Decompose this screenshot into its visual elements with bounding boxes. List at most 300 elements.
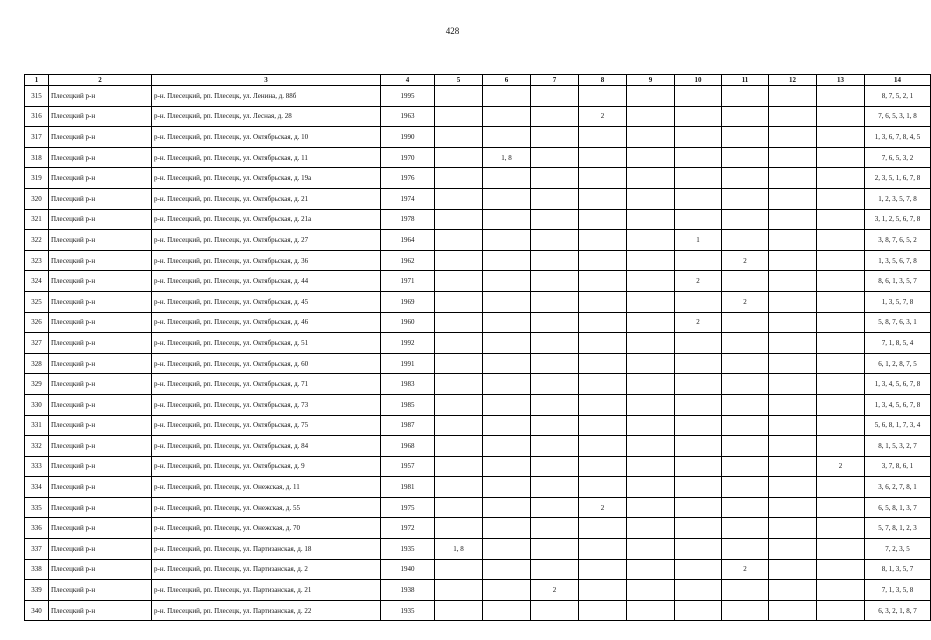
col9-cell: [627, 580, 675, 601]
col12-cell: [769, 436, 817, 457]
col7-cell: [531, 497, 579, 518]
col12-cell: [769, 250, 817, 271]
year-cell: 1940: [381, 559, 435, 580]
col13-cell: [817, 147, 865, 168]
district-cell: Плесецкий р-н: [49, 106, 152, 127]
district-cell: Плесецкий р-н: [49, 353, 152, 374]
district-cell: Плесецкий р-н: [49, 456, 152, 477]
address-cell: р-н. Плесецкий, рп. Плесецк, ул. Октябрьская, д. 19а: [152, 168, 381, 189]
col11-cell: 2: [722, 250, 769, 271]
row-number-cell: 335: [25, 497, 49, 518]
district-cell: Плесецкий р-н: [49, 539, 152, 560]
col8-cell: [579, 456, 627, 477]
col12-cell: [769, 271, 817, 292]
year-cell: 1935: [381, 600, 435, 621]
col5-cell: [435, 394, 483, 415]
address-cell: р-н. Плесецкий, рп. Плесецк, ул. Октябрьская, д. 10: [152, 127, 381, 148]
col11-cell: [722, 497, 769, 518]
col13-cell: [817, 497, 865, 518]
table-row: [25, 374, 931, 395]
col7-cell: [531, 312, 579, 333]
year-cell: 1963: [381, 106, 435, 127]
col8-cell: [579, 353, 627, 374]
col6-cell: [483, 312, 531, 333]
year-cell: 1964: [381, 230, 435, 251]
col9-cell: [627, 559, 675, 580]
col10-cell: 2: [675, 312, 722, 333]
col11-cell: [722, 86, 769, 107]
col8-cell: [579, 374, 627, 395]
col6-cell: [483, 86, 531, 107]
col10-cell: [675, 374, 722, 395]
year-cell: 1976: [381, 168, 435, 189]
district-cell: Плесецкий р-н: [49, 312, 152, 333]
col6-cell: [483, 250, 531, 271]
col6-cell: [483, 600, 531, 621]
column-header: 6: [483, 75, 531, 86]
row-number-cell: 322: [25, 230, 49, 251]
table-row: [25, 415, 931, 436]
col6-cell: [483, 497, 531, 518]
col8-cell: [579, 394, 627, 415]
col5-cell: [435, 291, 483, 312]
col10-cell: [675, 168, 722, 189]
col14-cell: 1, 3, 6, 7, 8, 4, 5: [865, 127, 931, 148]
table-row: [25, 539, 931, 560]
col14-cell: 1, 3, 5, 6, 7, 8: [865, 250, 931, 271]
address-cell: р-н. Плесецкий, рп. Плесецк, ул. Октябрьская, д. 11: [152, 147, 381, 168]
district-cell: Плесецкий р-н: [49, 374, 152, 395]
col8-cell: [579, 291, 627, 312]
row-number-cell: 340: [25, 600, 49, 621]
col13-cell: [817, 312, 865, 333]
district-cell: Плесецкий р-н: [49, 559, 152, 580]
district-cell: Плесецкий р-н: [49, 147, 152, 168]
table-row: [25, 127, 931, 148]
col13-cell: [817, 230, 865, 251]
year-cell: 1960: [381, 312, 435, 333]
col11-cell: 2: [722, 291, 769, 312]
col11-cell: 2: [722, 559, 769, 580]
table-row: [25, 333, 931, 354]
col10-cell: [675, 250, 722, 271]
col12-cell: [769, 86, 817, 107]
table-row: [25, 188, 931, 209]
year-cell: 1968: [381, 436, 435, 457]
address-cell: р-н. Плесецкий, рп. Плесецк, ул. Онежская, д. 11: [152, 477, 381, 498]
district-cell: Плесецкий р-н: [49, 127, 152, 148]
col9-cell: [627, 86, 675, 107]
col5-cell: 1, 8: [435, 539, 483, 560]
col11-cell: [722, 188, 769, 209]
col13-cell: [817, 333, 865, 354]
col10-cell: [675, 353, 722, 374]
col7-cell: [531, 600, 579, 621]
col14-cell: 1, 3, 4, 5, 6, 7, 8: [865, 374, 931, 395]
column-header: 7: [531, 75, 579, 86]
row-number-cell: 316: [25, 106, 49, 127]
column-header: 5: [435, 75, 483, 86]
col12-cell: [769, 291, 817, 312]
page-number: 428: [445, 26, 460, 36]
col9-cell: [627, 456, 675, 477]
col10-cell: [675, 333, 722, 354]
col9-cell: [627, 600, 675, 621]
col12-cell: [769, 456, 817, 477]
col11-cell: [722, 539, 769, 560]
col9-cell: [627, 518, 675, 539]
row-number-cell: 318: [25, 147, 49, 168]
col14-cell: 5, 8, 7, 6, 3, 1: [865, 312, 931, 333]
col8-cell: [579, 209, 627, 230]
col7-cell: [531, 230, 579, 251]
year-cell: 1962: [381, 250, 435, 271]
col11-cell: [722, 518, 769, 539]
table-row: [25, 106, 931, 127]
col9-cell: [627, 291, 675, 312]
district-cell: Плесецкий р-н: [49, 168, 152, 189]
col6-cell: [483, 477, 531, 498]
row-number-cell: 320: [25, 188, 49, 209]
col8-cell: [579, 127, 627, 148]
col12-cell: [769, 312, 817, 333]
district-cell: Плесецкий р-н: [49, 477, 152, 498]
col12-cell: [769, 147, 817, 168]
col5-cell: [435, 127, 483, 148]
col8-cell: [579, 518, 627, 539]
col8-cell: [579, 188, 627, 209]
col12-cell: [769, 188, 817, 209]
col14-cell: 8, 7, 5, 2, 1: [865, 86, 931, 107]
col10-cell: [675, 291, 722, 312]
col6-cell: 1, 8: [483, 147, 531, 168]
col10-cell: [675, 600, 722, 621]
col10-cell: [675, 436, 722, 457]
address-cell: р-н. Плесецкий, рп. Плесецк, ул. Октябрьская, д. 44: [152, 271, 381, 292]
year-cell: 1992: [381, 333, 435, 354]
table-row: [25, 209, 931, 230]
col12-cell: [769, 230, 817, 251]
col14-cell: 1, 3, 4, 5, 6, 7, 8: [865, 394, 931, 415]
address-cell: р-н. Плесецкий, рп. Плесецк, ул. Онежская, д. 55: [152, 497, 381, 518]
col7-cell: [531, 518, 579, 539]
address-cell: р-н. Плесецкий, рп. Плесецк, ул. Октябрьская, д. 51: [152, 333, 381, 354]
col6-cell: [483, 415, 531, 436]
col11-cell: [722, 230, 769, 251]
year-cell: 1987: [381, 415, 435, 436]
col5-cell: [435, 333, 483, 354]
col9-cell: [627, 394, 675, 415]
col7-cell: [531, 394, 579, 415]
col6-cell: [483, 333, 531, 354]
col9-cell: [627, 374, 675, 395]
col5-cell: [435, 518, 483, 539]
col10-cell: [675, 106, 722, 127]
col7-cell: [531, 559, 579, 580]
col10-cell: 1: [675, 230, 722, 251]
row-number-cell: 315: [25, 86, 49, 107]
col8-cell: 2: [579, 497, 627, 518]
col11-cell: [722, 147, 769, 168]
col8-cell: [579, 168, 627, 189]
col11-cell: [722, 312, 769, 333]
col9-cell: [627, 250, 675, 271]
col11-cell: [722, 394, 769, 415]
column-header: 12: [769, 75, 817, 86]
row-number-cell: 323: [25, 250, 49, 271]
col7-cell: [531, 188, 579, 209]
col12-cell: [769, 415, 817, 436]
table-row: [25, 477, 931, 498]
col8-cell: [579, 271, 627, 292]
col13-cell: [817, 106, 865, 127]
col13-cell: [817, 559, 865, 580]
col6-cell: [483, 394, 531, 415]
col12-cell: [769, 580, 817, 601]
col5-cell: [435, 271, 483, 292]
row-number-cell: 330: [25, 394, 49, 415]
col8-cell: [579, 147, 627, 168]
col5-cell: [435, 600, 483, 621]
district-cell: Плесецкий р-н: [49, 600, 152, 621]
col12-cell: [769, 209, 817, 230]
table-row: [25, 230, 931, 251]
col8-cell: [579, 580, 627, 601]
year-cell: 1975: [381, 497, 435, 518]
column-header: 3: [152, 75, 381, 86]
col5-cell: [435, 497, 483, 518]
table-row: [25, 86, 931, 107]
year-cell: 1938: [381, 580, 435, 601]
col11-cell: [722, 600, 769, 621]
col5-cell: [435, 86, 483, 107]
row-number-cell: 321: [25, 209, 49, 230]
col6-cell: [483, 539, 531, 560]
col7-cell: [531, 539, 579, 560]
col12-cell: [769, 477, 817, 498]
col5-cell: [435, 168, 483, 189]
col5-cell: [435, 250, 483, 271]
col8-cell: [579, 86, 627, 107]
address-cell: р-н. Плесецкий, рп. Плесецк, ул. Партизанская, д. 21: [152, 580, 381, 601]
col12-cell: [769, 127, 817, 148]
col14-cell: 5, 7, 8, 1, 2, 3: [865, 518, 931, 539]
col14-cell: 1, 2, 3, 5, 7, 8: [865, 188, 931, 209]
col6-cell: [483, 271, 531, 292]
col6-cell: [483, 127, 531, 148]
col8-cell: [579, 436, 627, 457]
year-cell: 1970: [381, 147, 435, 168]
col9-cell: [627, 230, 675, 251]
col7-cell: [531, 86, 579, 107]
col9-cell: [627, 209, 675, 230]
address-cell: р-н. Плесецкий, рп. Плесецк, ул. Октябрьская, д. 75: [152, 415, 381, 436]
col13-cell: 2: [817, 456, 865, 477]
col9-cell: [627, 312, 675, 333]
col11-cell: [722, 477, 769, 498]
column-header: 2: [49, 75, 152, 86]
col13-cell: [817, 580, 865, 601]
col11-cell: [722, 374, 769, 395]
col13-cell: [817, 600, 865, 621]
col10-cell: [675, 456, 722, 477]
col12-cell: [769, 168, 817, 189]
year-cell: 1995: [381, 86, 435, 107]
col11-cell: [722, 168, 769, 189]
col9-cell: [627, 497, 675, 518]
table-row: [25, 518, 931, 539]
col5-cell: [435, 230, 483, 251]
col13-cell: [817, 436, 865, 457]
col11-cell: [722, 106, 769, 127]
address-cell: р-н. Плесецкий, рп. Плесецк, ул. Партизанская, д. 18: [152, 539, 381, 560]
col7-cell: [531, 291, 579, 312]
col5-cell: [435, 436, 483, 457]
year-cell: 1974: [381, 188, 435, 209]
col13-cell: [817, 86, 865, 107]
col10-cell: [675, 209, 722, 230]
col13-cell: [817, 374, 865, 395]
col12-cell: [769, 394, 817, 415]
table-row: [25, 312, 931, 333]
year-cell: 1985: [381, 394, 435, 415]
header-row: [25, 75, 931, 86]
col12-cell: [769, 374, 817, 395]
column-header: 11: [722, 75, 769, 86]
row-number-cell: 325: [25, 291, 49, 312]
col7-cell: 2: [531, 580, 579, 601]
row-number-cell: 333: [25, 456, 49, 477]
col6-cell: [483, 436, 531, 457]
row-number-cell: 329: [25, 374, 49, 395]
table-row: [25, 559, 931, 580]
col5-cell: [435, 312, 483, 333]
row-number-cell: 331: [25, 415, 49, 436]
table-body: [25, 86, 931, 621]
col5-cell: [435, 580, 483, 601]
col6-cell: [483, 188, 531, 209]
col9-cell: [627, 168, 675, 189]
year-cell: 1990: [381, 127, 435, 148]
col7-cell: [531, 415, 579, 436]
col11-cell: [722, 353, 769, 374]
col10-cell: [675, 86, 722, 107]
col14-cell: 3, 6, 2, 7, 8, 1: [865, 477, 931, 498]
col10-cell: [675, 477, 722, 498]
year-cell: 1983: [381, 374, 435, 395]
district-cell: Плесецкий р-н: [49, 188, 152, 209]
year-cell: 1969: [381, 291, 435, 312]
col10-cell: [675, 394, 722, 415]
col12-cell: [769, 106, 817, 127]
col14-cell: 8, 6, 1, 3, 5, 7: [865, 271, 931, 292]
district-cell: Плесецкий р-н: [49, 209, 152, 230]
col9-cell: [627, 353, 675, 374]
col6-cell: [483, 230, 531, 251]
col8-cell: [579, 230, 627, 251]
col9-cell: [627, 539, 675, 560]
district-cell: Плесецкий р-н: [49, 580, 152, 601]
row-number-cell: 319: [25, 168, 49, 189]
table-row: [25, 353, 931, 374]
col14-cell: 7, 2, 3, 5: [865, 539, 931, 560]
district-cell: Плесецкий р-н: [49, 333, 152, 354]
col6-cell: [483, 291, 531, 312]
col6-cell: [483, 168, 531, 189]
col8-cell: [579, 312, 627, 333]
year-cell: 1978: [381, 209, 435, 230]
district-cell: Плесецкий р-н: [49, 436, 152, 457]
col7-cell: [531, 209, 579, 230]
col13-cell: [817, 209, 865, 230]
col9-cell: [627, 333, 675, 354]
district-cell: Плесецкий р-н: [49, 415, 152, 436]
col9-cell: [627, 415, 675, 436]
col8-cell: [579, 539, 627, 560]
col14-cell: 3, 8, 7, 6, 5, 2: [865, 230, 931, 251]
col5-cell: [435, 209, 483, 230]
col10-cell: [675, 188, 722, 209]
col10-cell: 2: [675, 271, 722, 292]
year-cell: 1972: [381, 518, 435, 539]
address-cell: р-н. Плесецкий, рп. Плесецк, ул. Партизанская, д. 2: [152, 559, 381, 580]
col11-cell: [722, 333, 769, 354]
col13-cell: [817, 188, 865, 209]
col8-cell: [579, 333, 627, 354]
col14-cell: 3, 7, 8, 6, 1: [865, 456, 931, 477]
district-cell: Плесецкий р-н: [49, 497, 152, 518]
col14-cell: 6, 5, 8, 1, 3, 7: [865, 497, 931, 518]
col14-cell: 1, 3, 5, 7, 8: [865, 291, 931, 312]
col7-cell: [531, 333, 579, 354]
table-row: [25, 250, 931, 271]
col13-cell: [817, 127, 865, 148]
col5-cell: [435, 477, 483, 498]
address-cell: р-н. Плесецкий, рп. Плесецк, ул. Онежская, д. 70: [152, 518, 381, 539]
col7-cell: [531, 436, 579, 457]
col14-cell: 2, 3, 5, 1, 6, 7, 8: [865, 168, 931, 189]
address-cell: р-н. Плесецкий, рп. Плесецк, ул. Октябрьская, д. 84: [152, 436, 381, 457]
column-header: 10: [675, 75, 722, 86]
address-cell: р-н. Плесецкий, рп. Плесецк, ул. Октябрьская, д. 73: [152, 394, 381, 415]
table-row: [25, 147, 931, 168]
row-number-cell: 324: [25, 271, 49, 292]
col6-cell: [483, 209, 531, 230]
col6-cell: [483, 106, 531, 127]
row-number-cell: 326: [25, 312, 49, 333]
year-cell: 1991: [381, 353, 435, 374]
address-cell: р-н. Плесецкий, рп. Плесецк, ул. Октябрьская, д. 9: [152, 456, 381, 477]
col6-cell: [483, 374, 531, 395]
address-cell: р-н. Плесецкий, рп. Плесецк, ул. Октябрьская, д. 60: [152, 353, 381, 374]
col7-cell: [531, 250, 579, 271]
col8-cell: [579, 477, 627, 498]
row-number-cell: 334: [25, 477, 49, 498]
col5-cell: [435, 188, 483, 209]
column-header: 14: [865, 75, 931, 86]
col7-cell: [531, 353, 579, 374]
col6-cell: [483, 353, 531, 374]
col9-cell: [627, 188, 675, 209]
address-cell: р-н. Плесецкий, рп. Плесецк, ул. Октябрьская, д. 71: [152, 374, 381, 395]
col11-cell: [722, 271, 769, 292]
column-header: 1: [25, 75, 49, 86]
col13-cell: [817, 250, 865, 271]
col13-cell: [817, 394, 865, 415]
col10-cell: [675, 127, 722, 148]
col5-cell: [435, 415, 483, 436]
year-cell: 1971: [381, 271, 435, 292]
